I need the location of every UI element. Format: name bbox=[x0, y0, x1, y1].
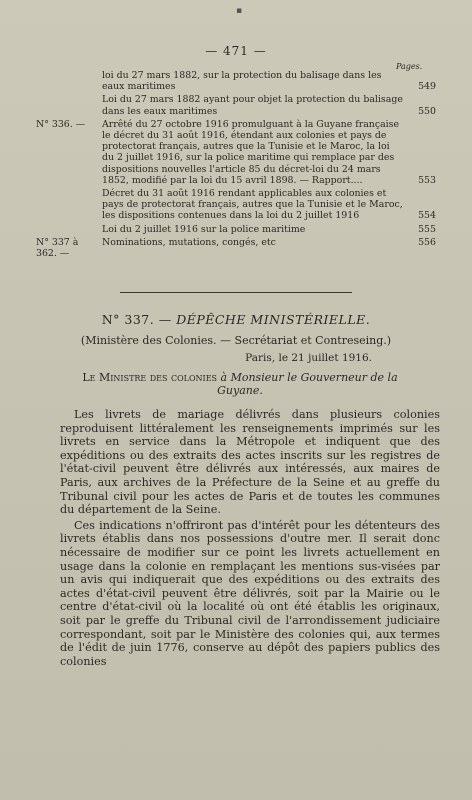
toc-entry bbox=[36, 119, 436, 186]
document-heading: DÉPÊCHE MINISTÉRIELLE. bbox=[176, 312, 371, 327]
toc-entry-number: N° 336. — bbox=[36, 118, 86, 130]
toc-entry-page: 555 bbox=[418, 223, 436, 235]
toc-entry-text: loi du 27 mars 1882, sur la protection du balisage dans les eaux maritimes bbox=[102, 70, 382, 93]
table-of-contents bbox=[36, 70, 436, 260]
toc-entry-number: N° 337 à 362. — bbox=[36, 236, 79, 260]
document-body bbox=[60, 408, 440, 670]
document-number: N° 337. — bbox=[101, 312, 172, 327]
toc-entry-text: Décret du 31 août 1916 rendant applicables aux colonies et pays de protectorat français, autres que la Tunisie et le Maroc, les dispositions contenues dans la loi du 2 juillet 1916 bbox=[102, 188, 403, 222]
toc-entry bbox=[102, 94, 436, 116]
toc-entry-text: Loi du 2 juillet 1916 sur la police maritime bbox=[102, 223, 306, 235]
document-title bbox=[0, 312, 472, 327]
toc-entry bbox=[102, 188, 436, 222]
pages-column-label: Pages. bbox=[396, 62, 423, 71]
recipient: à Monsieur le Gouverneur de la Guyane. bbox=[217, 371, 398, 397]
toc-entry-page: 553 bbox=[418, 174, 436, 186]
toc-entry-text: Nominations, mutations, congés, etc bbox=[102, 236, 276, 248]
toc-entry bbox=[36, 236, 436, 260]
sender: Le Ministre des colonies bbox=[82, 371, 218, 384]
page-number: — 471 — bbox=[205, 44, 267, 58]
toc-entry-page: 554 bbox=[418, 210, 436, 222]
toc-entry bbox=[102, 70, 436, 92]
document-subtitle: (Ministère des Colonies. — Secrétariat et Contreseing.) bbox=[80, 334, 392, 347]
toc-entry bbox=[102, 224, 436, 235]
toc-entry-text: Arrêté du 27 octobre 1916 promulguant à la Guyane française le décret du 31 août 1916, étendant aux colonies et pays de protectorat français, autres que la Tunisie et le Maroc, la loi du 2 juillet 1916, sur la police maritime qui remplace par des dispositions nouvelles l'article 85 du décret-loi du 24 mars 1852, modifié par la loi du 15 avril 1898. — Rapport.... bbox=[102, 118, 400, 186]
paragraph: Les livrets de mariage délivrés dans plusieurs colonies reproduisent littéralement les renseignements imprimés sur les livrets en service dans la Métropole et indiquent que des expéditions ou des extraits des actes inscrits sur les registres de l'état-civil peuvent être délivrés aux intéressés, aux maires de Paris, aux archives de la Préfecture de la Seine et au greffe du Tribunal civil pour les actes de Paris et de toutes les communes du département de la Seine. bbox=[60, 408, 440, 517]
section-divider bbox=[120, 292, 352, 293]
paragraph: Ces indications n'offriront pas d'intérêt pour les détenteurs des livrets établis dans nos possessions d'outre mer. Il serait donc nécessaire de modifier sur ce point les livrets actuellement en usage dans la colonie en remplaçant les mentions sus-visées par un avis qui indiquerait que des expéditions ou des extraits des actes d'état-civil peuvent être délivrés, soit par la Mairie ou le centre d'état-civil où la localité où ont été établis les originaux, soit par le greffe du Tribunal civil de l'arrondissement judiciaire correspondant, soit par le Ministère des colonies qui, aux termes de l'édit de juin 1776, conserve au dépôt des papiers publics des colonies bbox=[60, 518, 440, 668]
toc-entry-page: 556 bbox=[418, 236, 436, 248]
toc-entry-page: 550 bbox=[418, 105, 436, 117]
page-mark: ▪ bbox=[236, 6, 243, 16]
toc-entry-page: 549 bbox=[418, 81, 436, 93]
document-date: Paris, le 21 juillet 1916. bbox=[245, 352, 372, 364]
address-line bbox=[60, 371, 420, 397]
toc-entry-text: Loi du 27 mars 1882 ayant pour objet la protection du balisage dans les eaux maritimes bbox=[102, 94, 403, 117]
